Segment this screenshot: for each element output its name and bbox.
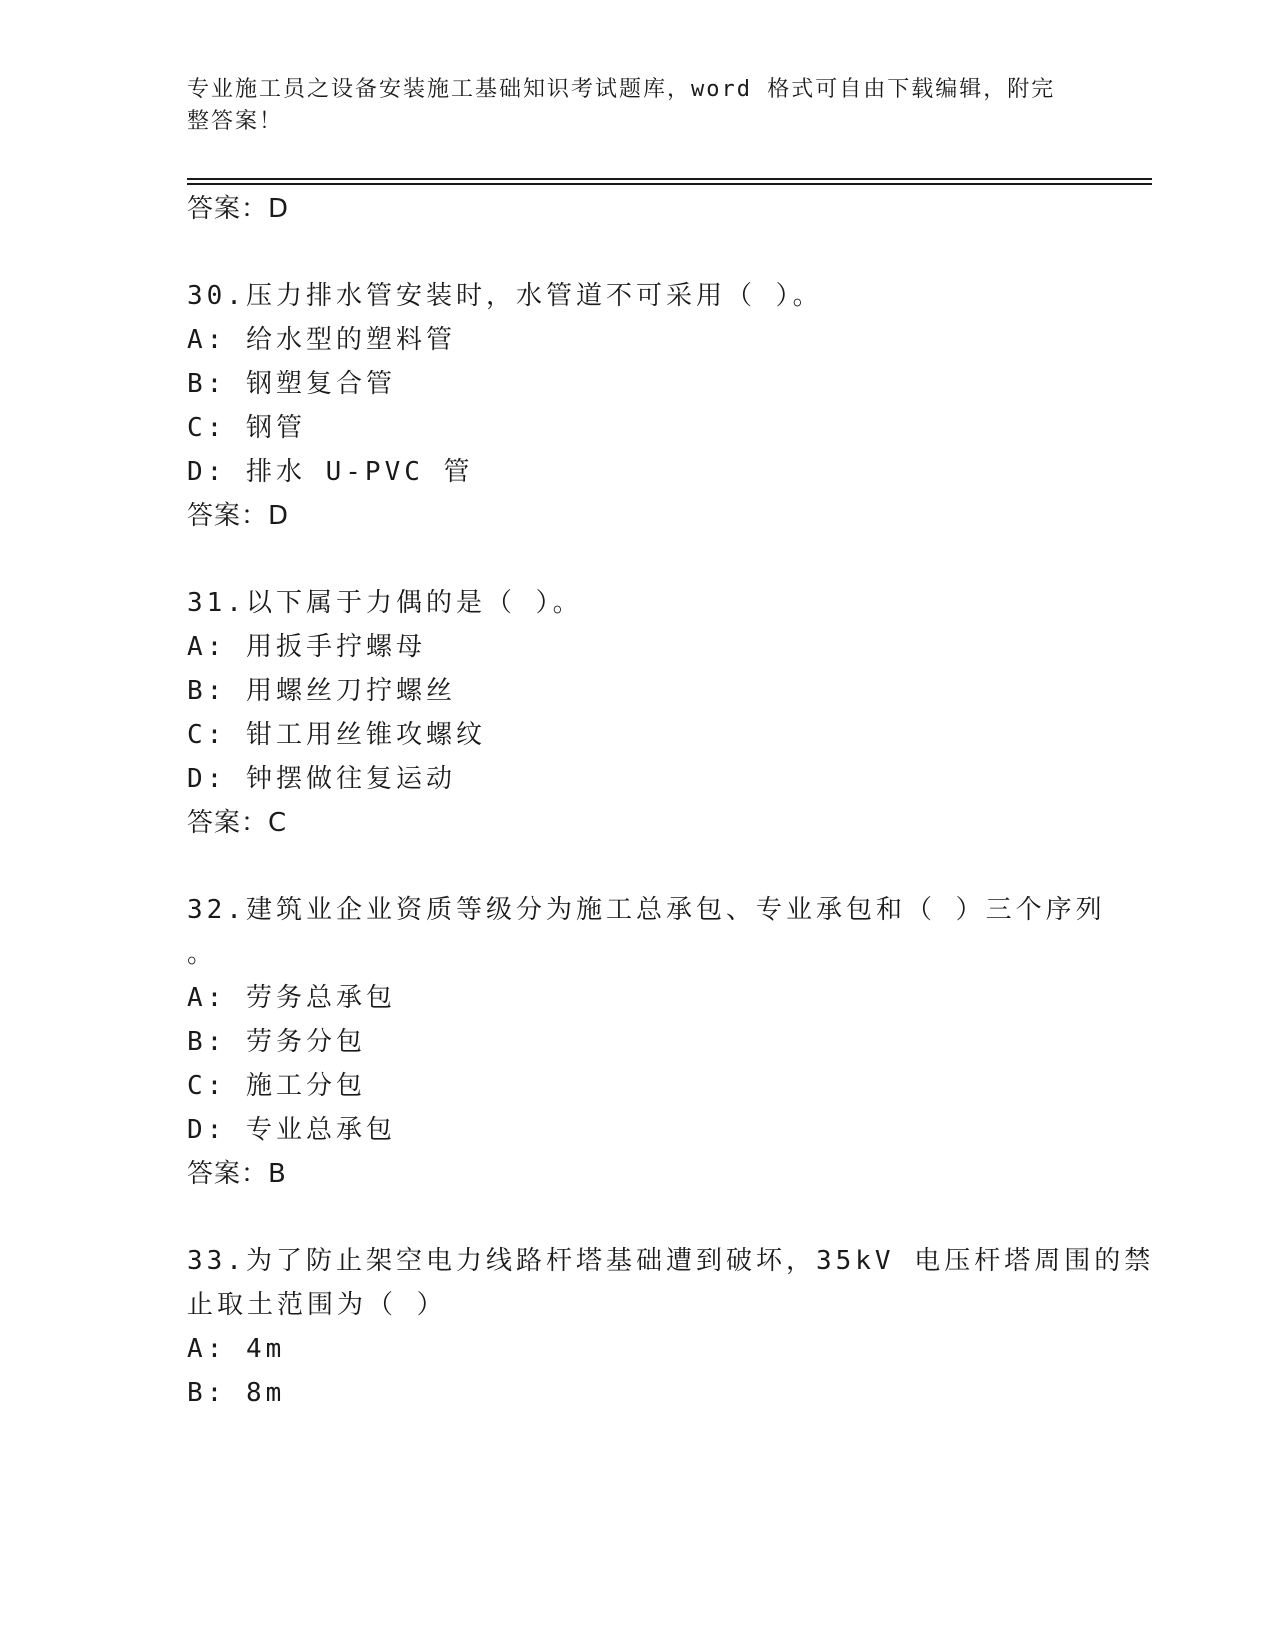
option-c: C: 钢管 xyxy=(187,413,306,443)
question-stem-continuation: 止取土范围为（ ） xyxy=(187,1290,447,1320)
option-a: A: 4m xyxy=(187,1334,286,1364)
option-b: B: 用螺丝刀拧螺丝 xyxy=(187,676,456,706)
question-stem: 33.为了防止架空电力线路杆塔基础遭到破坏，35kV 电压杆塔周围的禁 xyxy=(187,1246,1155,1276)
option-b: B: 劳务分包 xyxy=(187,1027,366,1057)
option-d: D: 钟摆做往复运动 xyxy=(187,764,456,794)
option-b: B: 钢塑复合管 xyxy=(187,369,396,399)
question-stem: 32.建筑业企业资质等级分为施工总承包、专业承包和（ ）三个序列 xyxy=(187,895,1106,925)
answer-line: 答案：D xyxy=(187,194,290,224)
option-b: B: 8m xyxy=(187,1378,286,1408)
document-header: 专业施工员之设备安装施工基础知识考试题库，word 格式可自由下载编辑，附完整答案！ xyxy=(187,77,1056,134)
header-divider-top xyxy=(187,178,1152,180)
answer-line: 答案：D xyxy=(187,501,290,531)
option-d: D: 专业总承包 xyxy=(187,1115,396,1145)
header-divider-bottom xyxy=(187,183,1152,185)
option-c: C: 钳工用丝锥攻螺纹 xyxy=(187,720,486,750)
answer-line: 答案：B xyxy=(187,1159,287,1189)
option-a: A: 用扳手拧螺母 xyxy=(187,632,426,662)
option-a: A: 劳务总承包 xyxy=(187,983,396,1013)
question-stem-continuation: 。 xyxy=(187,939,218,969)
option-c: C: 施工分包 xyxy=(187,1071,366,1101)
question-stem: 31.以下属于力偶的是（ ）。 xyxy=(187,588,583,618)
answer-line: 答案：C xyxy=(187,808,288,838)
question-stem: 30.压力排水管安装时，水管道不可采用（ ）。 xyxy=(187,281,823,311)
option-d: D: 排水 U-PVC 管 xyxy=(187,457,474,487)
option-a: A: 给水型的塑料管 xyxy=(187,325,456,355)
